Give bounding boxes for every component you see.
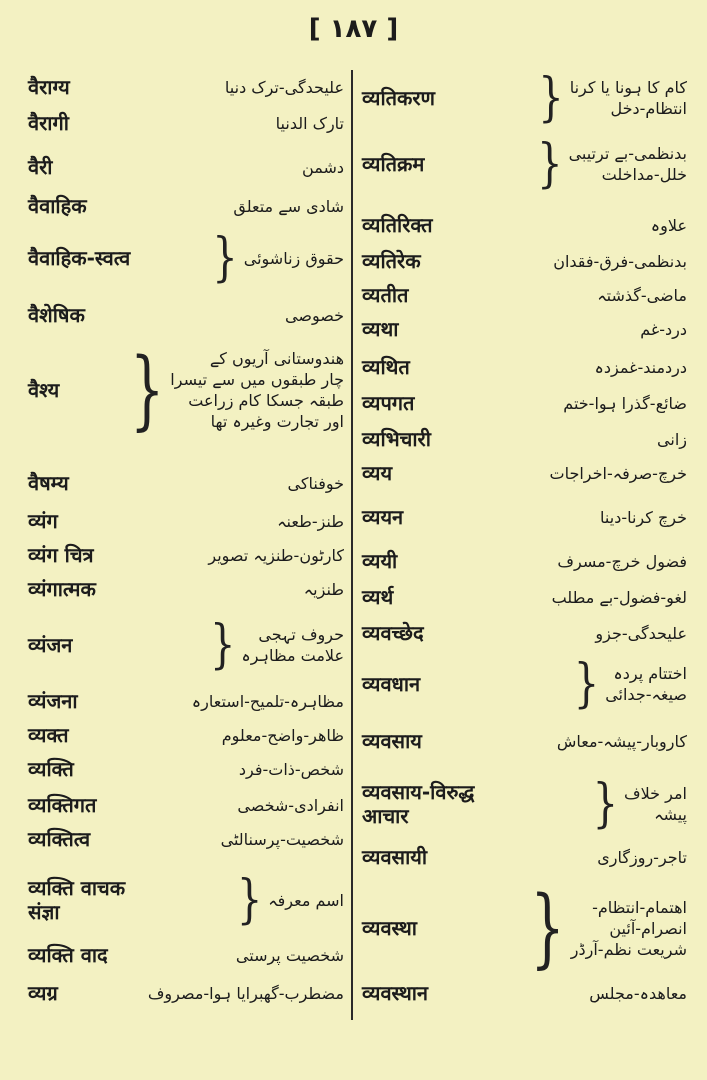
entry-definitions (302, 157, 344, 178)
entry-headword: व्यवसायी (362, 845, 428, 869)
definition-line: لغو-فضول-بے مطلب (551, 587, 687, 607)
entry-headword: व्यंगात्मक (28, 577, 96, 601)
definition-line: کام کا ہونا یا کرنا (569, 78, 687, 97)
definition-line: معاهدہ-مجلس (589, 983, 687, 1003)
dictionary-entry (28, 872, 344, 928)
definition-line: شخصیت-پرسنالٹی (220, 829, 344, 849)
brace-symbol: } (538, 68, 564, 128)
dictionary-entry (362, 876, 687, 978)
dictionary-entry (362, 388, 687, 418)
entry-definitions (221, 829, 344, 850)
dictionary-entry (28, 940, 344, 970)
definition-line: شریعت نظم-آرڈر (570, 939, 687, 959)
dictionary-entry (28, 540, 344, 570)
entry-headword: व्यवस्थान (362, 981, 428, 1005)
entry-definitions (304, 579, 344, 600)
entry-headword: व्यतीत (362, 283, 409, 307)
brace-symbol: } (530, 876, 565, 978)
entry-definitions (237, 795, 344, 816)
dictionary-entry (362, 726, 687, 756)
entry-definitions (192, 691, 344, 712)
brace-symbol: } (129, 338, 165, 440)
dictionary-entry (362, 978, 687, 1008)
brace-symbol: } (236, 870, 263, 930)
entry-definitions (568, 654, 687, 714)
definition-line: فضول خرچ-مسرف (557, 551, 687, 571)
entry-definitions (651, 215, 687, 236)
definition-line: اختتام پردہ (613, 664, 687, 683)
entry-definitions (531, 134, 687, 194)
definition-line: علیحدگی-ترک دنیا (224, 77, 344, 97)
dictionary-entry (28, 230, 344, 286)
entry-definitions (532, 68, 687, 128)
column-divider (351, 70, 353, 1020)
entry-definitions (552, 587, 687, 608)
dictionary-entry (28, 186, 344, 226)
entry-headword: व्यतिक्रम (362, 152, 425, 176)
entry-headword: वैवाहिक-स्वत्व (28, 246, 131, 270)
entry-headword: व्यवच्छेद (362, 621, 424, 645)
entry-headword: व्यर्थ (362, 585, 394, 609)
entry-headword: व्यतिकरण (362, 86, 436, 110)
entry-definitions (222, 725, 344, 746)
dictionary-entry (362, 246, 687, 276)
dictionary-entry (28, 300, 344, 330)
entry-headword: व्यक्तिगत (28, 793, 97, 817)
definition-line: انتظام-دخل (610, 99, 687, 118)
brace-symbol: } (212, 228, 238, 288)
brace-symbol: } (573, 654, 600, 714)
definition-line: دشمن (302, 157, 344, 177)
entry-definitions (595, 623, 687, 644)
definition-line: حروف تہجی (258, 625, 344, 644)
entry-definitions (276, 113, 344, 134)
dictionary-entry (28, 686, 344, 716)
dictionary-entry (362, 424, 687, 454)
definition-line: خرچ کرنا-دینا (600, 507, 687, 527)
definition-line: زانی (657, 429, 687, 449)
entry-headword: व्यथित (362, 355, 410, 379)
entry-definitions (657, 429, 687, 450)
entry-definitions (231, 870, 344, 930)
dictionary-entry (28, 152, 344, 182)
dictionary-entry (362, 502, 687, 532)
entry-headword: व्यवधान (362, 672, 421, 696)
definition-line: پیشہ (654, 805, 687, 824)
entry-headword: व्यंजन (28, 633, 73, 657)
entry-headword: व्यवस्था (362, 916, 417, 940)
definition-line: امر خلاف (624, 784, 687, 803)
definition-line: صیغہ-جدائی (605, 685, 687, 704)
definition-line: علاوہ (650, 215, 687, 235)
dictionary-entry (28, 468, 344, 498)
definition-line: طنز-طعنہ (277, 511, 344, 531)
entry-headword: वैरी (28, 155, 53, 179)
definition-line: کاروبار-پیشہ-معاش (556, 731, 687, 751)
entry-headword: व्यवसाय (362, 729, 422, 753)
entry-headword: व्यक्तित्व (28, 827, 91, 851)
entry-definitions (208, 545, 344, 566)
definition-line: بدنظمی-فرق-فقدان (553, 251, 687, 271)
dictionary-entry (28, 574, 344, 604)
definition-line: ظاهر-واضح-معلوم (221, 725, 344, 745)
entry-headword: व्यभिचारी (362, 427, 431, 451)
dictionary-entry (28, 790, 344, 820)
definition-line: چار طبقوں میں سے تیسرا (170, 370, 344, 389)
dictionary-entry (362, 618, 687, 648)
dictionary-entry (362, 314, 687, 344)
dictionary-entry (362, 280, 687, 310)
entry-definitions (557, 551, 687, 572)
entry-definitions (600, 507, 687, 528)
entry-headword: व्यक्ति (28, 757, 74, 781)
entry-headword: व्ययी (362, 549, 398, 573)
entry-headword: वैरागी (28, 111, 69, 135)
definition-line: درد-غم (640, 319, 687, 339)
entry-definitions (277, 511, 344, 532)
definition-line: تارک الدنیا (275, 113, 344, 133)
dictionary-entry (28, 506, 344, 536)
dictionary-entry (28, 615, 344, 675)
dictionary-entry (362, 582, 687, 612)
entry-headword: व्यग्र (28, 981, 58, 1005)
definition-line: اور تجارت وغیرہ تھا (210, 412, 344, 431)
entry-headword: व्यवसाय-विरुद्ध आचार (362, 780, 475, 828)
entry-headword: व्यक्ति वाद (28, 943, 108, 967)
definition-line: انفرادی-شخصی (237, 795, 344, 815)
entry-definitions (148, 983, 344, 1004)
definition-line: شخصیت پرستی (235, 945, 344, 965)
definition-line: مظاہرہ-تلمیح-استعارہ (191, 691, 344, 711)
entry-headword: वैश्य (28, 378, 60, 402)
definition-line: طنزیہ (303, 579, 344, 599)
entry-definitions (557, 731, 687, 752)
definition-line: هندوستانی آریوں کے (209, 349, 344, 368)
entry-headword: व्यंग (28, 509, 58, 533)
definition-line: کارٹون-طنزیہ تصویر (208, 545, 344, 565)
dictionary-entry (28, 108, 344, 138)
definition-line: خوفناکی (287, 473, 344, 493)
entry-definitions (524, 876, 687, 978)
definition-line: انصرام-آئین (609, 918, 687, 938)
entry-headword: व्यंग चित्र (28, 543, 94, 567)
dictionary-entry (362, 136, 687, 192)
entry-definitions (204, 615, 344, 675)
definition-line: حقوق زناشوئی (243, 248, 344, 268)
entry-definitions (236, 945, 344, 966)
entry-headword: व्यक्ति वाचक संज्ञा (28, 876, 126, 924)
definition-line: طبقہ جسکا کام زراعت (188, 391, 344, 410)
entry-definitions (225, 77, 344, 98)
brace-symbol: } (592, 774, 619, 834)
entry-definitions (587, 774, 687, 834)
entry-definitions (597, 285, 687, 306)
entry-definitions (597, 847, 687, 868)
entry-headword: व्यय (362, 461, 393, 485)
dictionary-entry (28, 72, 344, 102)
entry-headword: व्यतिरेक (362, 249, 421, 273)
entry-headword: व्यथा (362, 317, 399, 341)
definition-line: مضطرب-گھبرایا ہوا-مصروف (147, 983, 344, 1003)
dictionary-entry (28, 754, 344, 784)
entry-headword: वैराग्य (28, 75, 70, 99)
definition-line: شادی سے متعلق (233, 196, 344, 216)
entry-definitions (206, 228, 344, 288)
definition-line: علامت مظاہرہ (241, 646, 344, 665)
definition-line: تاجر-روزگاری (597, 847, 687, 867)
entry-definitions (589, 983, 687, 1004)
entry-definitions (550, 463, 687, 484)
entry-headword: व्ययन (362, 505, 404, 529)
page-number: [ ۱۸۷ ] (308, 14, 399, 44)
entry-definitions (640, 319, 687, 340)
definition-line: اسم معرفہ (268, 890, 344, 910)
definition-line: بدنظمی-بے ترتیبی (568, 144, 687, 163)
definition-line: ضائع-گذرا ہوا-ختم (563, 393, 687, 413)
entry-headword: वैवाहिक (28, 194, 87, 218)
entry-headword: व्यतिरिक्त (362, 213, 433, 237)
dictionary-entry (362, 842, 687, 872)
entry-headword: व्यपगत (362, 391, 415, 415)
dictionary-entry (28, 338, 344, 440)
definition-line: دردمند-غمزدہ (594, 357, 687, 377)
entry-headword: वैशेषिक (28, 303, 85, 327)
entry-definitions (595, 357, 688, 378)
entry-definitions (553, 251, 687, 272)
entry-headword: व्यंजना (28, 689, 78, 713)
definition-line: اهتمام-انتظام- (592, 897, 687, 917)
brace-symbol: } (537, 134, 563, 194)
entry-headword: वैषम्य (28, 471, 69, 495)
dictionary-entry (28, 824, 344, 854)
entry-definitions (239, 759, 344, 780)
dictionary-entry (362, 458, 687, 488)
definition-line: خلل-مداخلت (601, 165, 687, 184)
entry-definitions (288, 473, 344, 494)
definition-line: ماضی-گذشتہ (597, 285, 687, 305)
dictionary-entry (28, 720, 344, 750)
definition-line: خرچ-صرفہ-اخراجات (549, 463, 687, 483)
definition-line: علیحدگی-جزو (595, 623, 687, 643)
dictionary-entry (362, 776, 687, 832)
entry-headword: व्यक्त (28, 723, 69, 747)
definition-line: شخص-ذات-فرد (238, 759, 344, 779)
dictionary-entry (362, 546, 687, 576)
dictionary-entry (28, 978, 344, 1008)
entry-definitions (124, 338, 344, 440)
brace-symbol: } (209, 615, 236, 675)
entry-definitions (233, 196, 344, 217)
dictionary-entry (362, 210, 687, 240)
dictionary-entry (362, 352, 687, 382)
entry-definitions (563, 393, 687, 414)
entry-definitions (285, 305, 344, 326)
dictionary-entry (362, 656, 687, 712)
definition-line: خصوصی (285, 305, 344, 325)
dictionary-entry (362, 70, 687, 126)
